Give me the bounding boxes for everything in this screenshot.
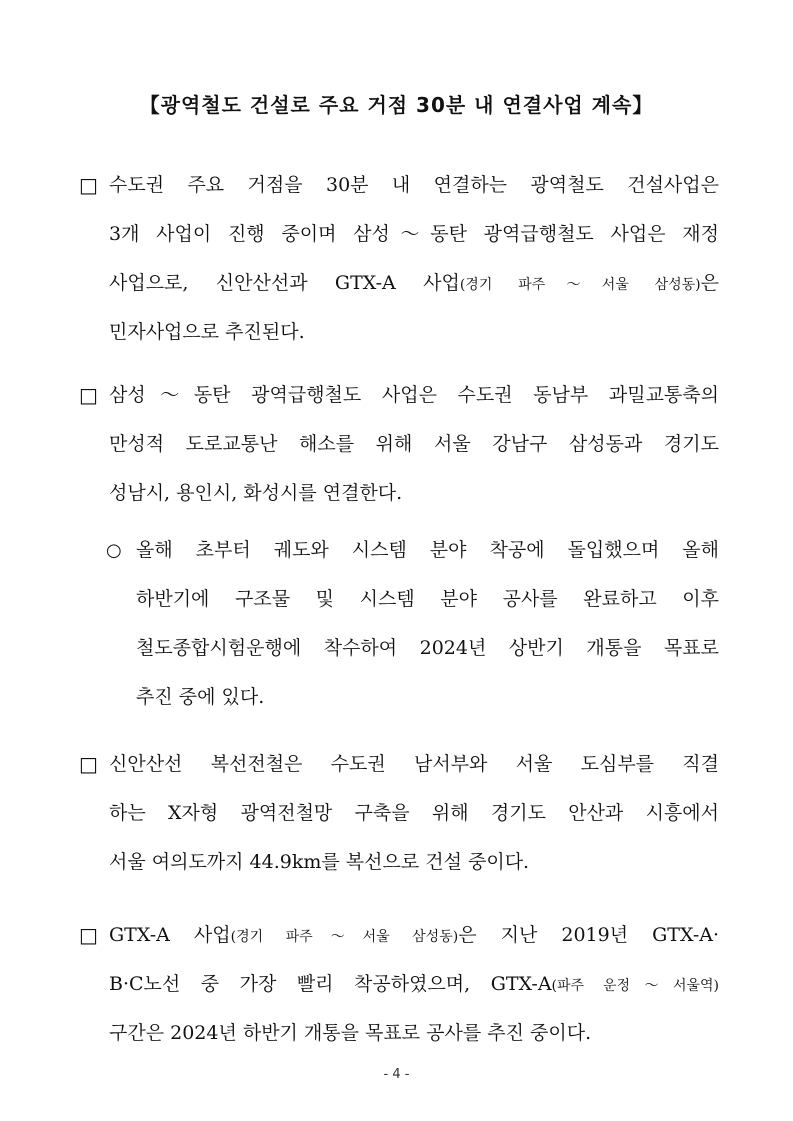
paragraph-line: 구간은 2024년 하반기 개통을 목표로 공사를 추진 중이다. <box>109 1022 592 1044</box>
line-text: 은 <box>700 272 719 294</box>
paragraph-line: 민자사업으로 추진된다. <box>109 321 305 343</box>
paragraph-samsung-dongtan <box>79 371 719 518</box>
paragraph-metro-rail-projects <box>79 161 719 357</box>
line-text: 은 지난 2019년 GTX-A· <box>458 924 720 946</box>
square-bullet-icon: □ <box>79 752 98 776</box>
paragraph-line: 철도종합시험운행에 착수하여 2024년 상반기 개통을 목표로 <box>136 637 719 659</box>
paragraph-line: 3개 사업이 진행 중이며 삼성～동탄 광역급행철도 사업은 재정 <box>109 223 719 245</box>
square-bullet-icon: □ <box>79 173 98 197</box>
parenthetical-note: (경기 파주～서울 삼성동) <box>230 929 459 945</box>
square-bullet-icon: □ <box>79 923 98 947</box>
square-bullet-icon: □ <box>79 383 98 407</box>
line-text: 사업으로, 신안산선과 GTX-A 사업 <box>109 272 460 294</box>
paragraph-line: 삼성～동탄 광역급행철도 사업은 수도권 동남부 과밀교통축의 <box>109 384 719 406</box>
paragraph-line: 성남시, 용인시, 화성시를 연결한다. <box>109 482 403 504</box>
parenthetical-note: (경기 파주～서울 삼성동) <box>459 277 701 293</box>
paragraph-line <box>109 911 719 960</box>
circle-bullet-icon: ○ <box>106 540 122 561</box>
paragraph-line <box>109 259 719 308</box>
paragraph-sinansan-line <box>79 740 719 887</box>
paragraph-gtx-a <box>79 911 719 1058</box>
parenthetical-note: (파주 운정～서울역) <box>551 978 719 994</box>
paragraph-line: 신안산선 복선전철은 수도권 남서부와 서울 도심부를 직결 <box>109 753 719 775</box>
paragraph-line: 서울 여의도까지 44.9km를 복선으로 건설 중이다. <box>109 851 530 873</box>
paragraph-line: 추진 중에 있다. <box>136 686 265 708</box>
paragraph-line: 올해 초부터 궤도와 시스템 분야 착공에 돌입했으며 올해 <box>136 539 719 561</box>
section-title: 【광역철도 건설로 주요 거점 30분 내 연결사업 계속】 <box>139 93 654 117</box>
paragraph-line: 하는 X자형 광역전철망 구축을 위해 경기도 안산과 시흥에서 <box>109 802 719 824</box>
line-text: GTX-A 사업 <box>109 924 231 946</box>
paragraph-line: 만성적 도로교통난 해소를 위해 서울 강남구 삼성동과 경기도 <box>109 433 719 455</box>
line-text: B·C노선 중 가장 빨리 착공하였으며, GTX-A <box>109 973 552 995</box>
subparagraph-construction-status <box>106 526 719 722</box>
paragraph-line: 수도권 주요 거점을 30분 내 연결하는 광역철도 건설사업은 <box>109 174 719 196</box>
page-number: - 4 - <box>383 1067 410 1082</box>
paragraph-line: 하반기에 구조물 및 시스템 분야 공사를 완료하고 이후 <box>136 588 719 610</box>
paragraph-line <box>109 960 719 1009</box>
